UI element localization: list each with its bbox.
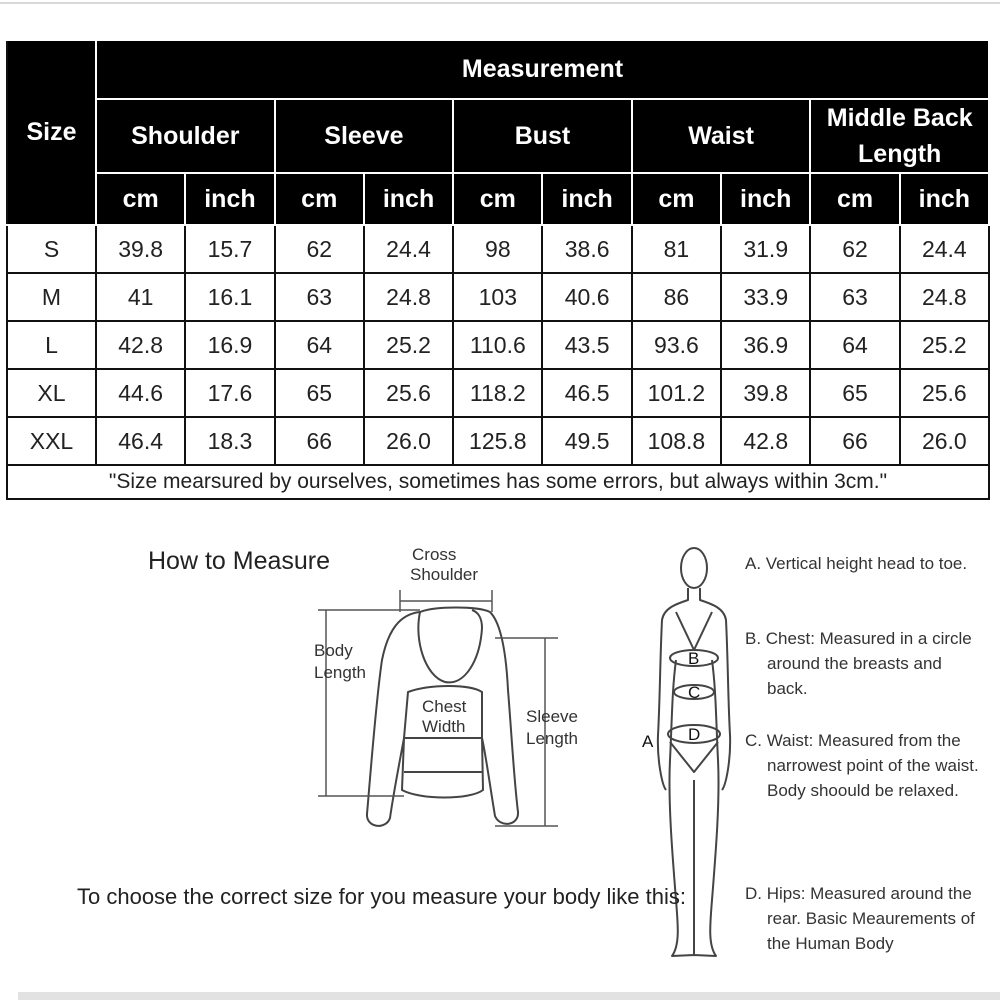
unit-header-sleeve-inch: inch [364,173,453,225]
value-cell: 15.7 [185,225,274,273]
value-cell: 44.6 [96,369,185,417]
value-cell: 31.9 [721,225,810,273]
value-cell: 25.2 [900,321,989,369]
unit-header-sleeve-cm: cm [275,173,364,225]
value-cell: 46.4 [96,417,185,465]
value-cell: 66 [275,417,364,465]
value-cell: 16.1 [185,273,274,321]
legend-text-c: C. Waist: Measured from the narrowest point of the waist. Body shoould be relaxed. [745,731,979,800]
value-cell: 16.9 [185,321,274,369]
value-cell: 41 [96,273,185,321]
cross-shoulder-label-2: Shoulder [410,565,479,584]
unit-header-waist-inch: inch [721,173,810,225]
body-letter-d: D [688,725,701,744]
value-cell: 110.6 [453,321,542,369]
unit-header-bust-cm: cm [453,173,542,225]
group-header-bust: Bust [453,99,632,173]
size-cell: XXL [7,417,96,465]
unit-header-bust-inch: inch [542,173,631,225]
size-cell: L [7,321,96,369]
head-outline [681,548,707,588]
legend-item-b [745,626,985,701]
chest-width-label-1: Chest [422,697,467,716]
size-cell: M [7,273,96,321]
group-header-shoulder: Shoulder [96,99,275,173]
value-cell: 103 [453,273,542,321]
legend-text-a: A. Vertical height head to toe. [745,554,968,573]
value-cell: 63 [275,273,364,321]
value-cell: 42.8 [721,417,810,465]
hip-lines [670,742,718,772]
value-cell: 24.4 [364,225,453,273]
value-cell: 24.8 [364,273,453,321]
value-cell: 33.9 [721,273,810,321]
group-header-sleeve: Sleeve [275,99,454,173]
body-length-label-1: Body [314,641,353,660]
value-cell: 17.6 [185,369,274,417]
how-to-measure-title: How to Measure [148,547,331,575]
value-cell: 49.5 [542,417,631,465]
unit-header-shoulder-cm: cm [96,173,185,225]
measurement-header: Measurement [96,40,989,99]
value-cell: 65 [275,369,364,417]
bottom-divider [18,992,1000,1000]
unit-header-middle-back-length-cm: cm [810,173,899,225]
value-cell: 125.8 [453,417,542,465]
sleeve-length-label-2: Length [526,729,578,748]
value-cell: 43.5 [542,321,631,369]
legend-text-b: B. Chest: Measured in a circle around the breasts and back. [745,629,972,698]
value-cell: 118.2 [453,369,542,417]
value-cell: 24.8 [900,273,989,321]
value-cell: 46.5 [542,369,631,417]
unit-header-waist-cm: cm [632,173,721,225]
value-cell: 86 [632,273,721,321]
legend-item-a [745,551,985,576]
value-cell: 62 [275,225,364,273]
sleeve-length-label-1: Sleeve [526,707,578,726]
value-cell: 39.8 [721,369,810,417]
value-cell: 36.9 [721,321,810,369]
value-cell: 24.4 [900,225,989,273]
size-cell: S [7,225,96,273]
value-cell: 42.8 [96,321,185,369]
value-cell: 64 [810,321,899,369]
body-letter-a: A [642,732,654,751]
value-cell: 64 [275,321,364,369]
value-cell: 38.6 [542,225,631,273]
value-cell: 62 [810,225,899,273]
body-letter-c: C [688,683,701,702]
choose-size-instruction: To choose the correct size for you measure your body like this: [77,884,686,909]
chest-width-label-2: Width [422,717,466,736]
size-column-header: Size [7,40,96,225]
value-cell: 65 [810,369,899,417]
value-cell: 26.0 [364,417,453,465]
value-cell: 108.8 [632,417,721,465]
body-length-label-2: Length [314,663,366,682]
shirt-neckline [418,610,482,682]
cross-shoulder-label-1: Cross [412,545,457,564]
value-cell: 98 [453,225,542,273]
value-cell: 40.6 [542,273,631,321]
measurement-note: "Size mearsured by ourselves, sometimes has some errors, but always within 3cm." [7,465,989,499]
value-cell: 26.0 [900,417,989,465]
size-cell: XL [7,369,96,417]
value-cell: 101.2 [632,369,721,417]
value-cell: 66 [810,417,899,465]
legend-item-d [745,881,985,956]
chest-lines [676,612,712,650]
legend-item-c [745,728,985,803]
value-cell: 25.6 [364,369,453,417]
unit-header-middle-back-length-inch: inch [900,173,989,225]
group-header-middle-back-length: Middle Back Length [810,99,989,173]
group-header-waist: Waist [632,99,811,173]
legend-text-d: D. Hips: Measured around the rear. Basic Meaurements of the Human Body [745,884,975,953]
value-cell: 81 [632,225,721,273]
value-cell: 25.6 [900,369,989,417]
value-cell: 63 [810,273,899,321]
body-letter-b: B [688,649,700,668]
value-cell: 25.2 [364,321,453,369]
value-cell: 93.6 [632,321,721,369]
unit-header-shoulder-inch: inch [185,173,274,225]
value-cell: 18.3 [185,417,274,465]
value-cell: 39.8 [96,225,185,273]
